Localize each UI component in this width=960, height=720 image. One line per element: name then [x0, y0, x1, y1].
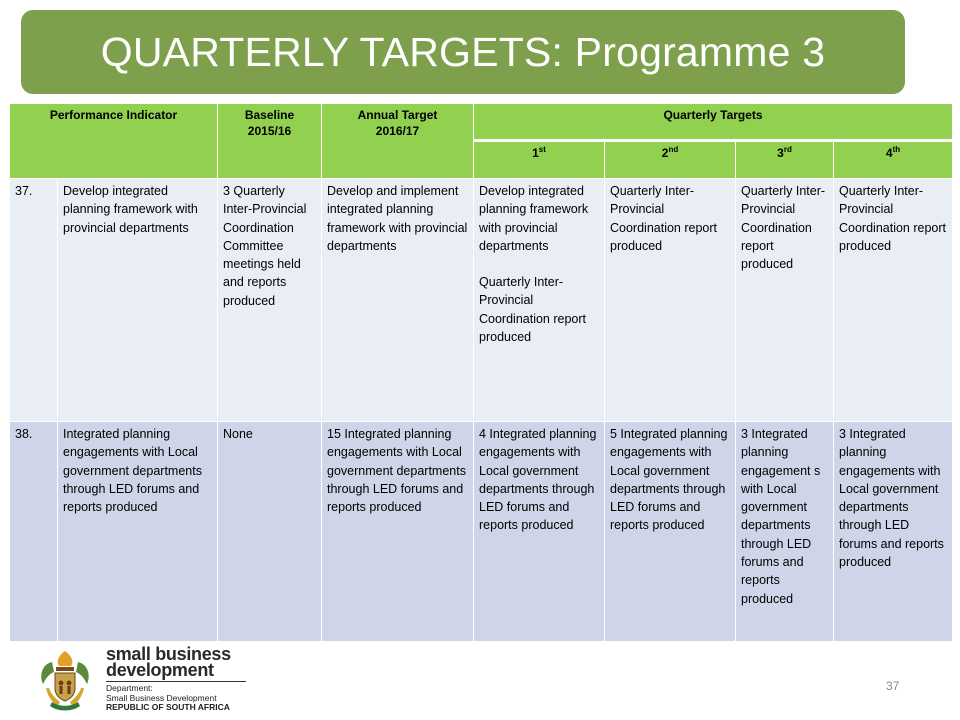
row-baseline: 3 Quarterly Inter-Provincial Coordination Committee meetings held and reports produced	[218, 179, 322, 422]
table-row	[10, 422, 953, 642]
logo-name: small business development	[106, 644, 231, 680]
row-number: 37.	[10, 179, 58, 422]
row-annual-target: 15 Integrated planning engagements with Local government departments through LED forums and reports produced	[322, 422, 474, 642]
department-logo	[34, 644, 249, 714]
page-number: 37	[886, 679, 900, 693]
row-q3: Quarterly Inter-Provincial Coordination report produced	[736, 179, 834, 422]
quarterly-targets-table	[9, 103, 953, 642]
row-q1-part1: Develop integrated planning framework with provincial departments	[479, 184, 589, 253]
row-q4: 3 Integrated planning engagements with Local government departments through LED forums and reports produced	[834, 422, 953, 642]
row-baseline: None	[218, 422, 322, 642]
coat-of-arms-icon	[34, 648, 96, 714]
row-q3: 3 Integrated planning engagement s with Local government departments through LED forums and reports produced	[736, 422, 834, 642]
header-row	[10, 104, 953, 141]
row-annual-target: Develop and implement integrated planning framework with provincial departments	[322, 179, 474, 422]
header-q3: 3rd	[736, 141, 834, 179]
header-indicator: Performance Indicator	[10, 104, 218, 179]
header-q4: 4th	[834, 141, 953, 179]
row-q2: Quarterly Inter-Provincial Coordination report produced	[605, 179, 736, 422]
table-row	[10, 179, 953, 422]
logo-divider	[106, 681, 246, 682]
header-q2: 2nd	[605, 141, 736, 179]
logo-department: Department: Small Business Development REPUBLIC OF SOUTH AFRICA	[106, 683, 230, 712]
row-number: 38.	[10, 422, 58, 642]
row-q1-part2: Quarterly Inter-Provincial Coordination report produced	[479, 275, 587, 345]
header-q1: 1st	[474, 141, 605, 179]
row-q1: 4 Integrated planning engagements with Local government departments through LED forums and reports produced	[474, 422, 605, 642]
row-indicator: Integrated planning engagements with Local government departments through LED forums and reports produced	[58, 422, 218, 642]
header-baseline: Baseline 2015/16	[218, 104, 322, 179]
row-q1	[474, 179, 605, 422]
header-quarterly-targets: Quarterly Targets	[474, 104, 953, 141]
row-q4: Quarterly Inter-Provincial Coordination report produced	[834, 179, 953, 422]
row-q2: 5 Integrated planning engagements with Local government departments through LED forums and reports produced	[605, 422, 736, 642]
title-banner	[21, 10, 905, 94]
header-annual-target: Annual Target 2016/17	[322, 104, 474, 179]
row-indicator: Develop integrated planning framework with provincial departments	[58, 179, 218, 422]
slide-title: QUARTERLY TARGETS: Programme 3	[100, 28, 826, 75]
